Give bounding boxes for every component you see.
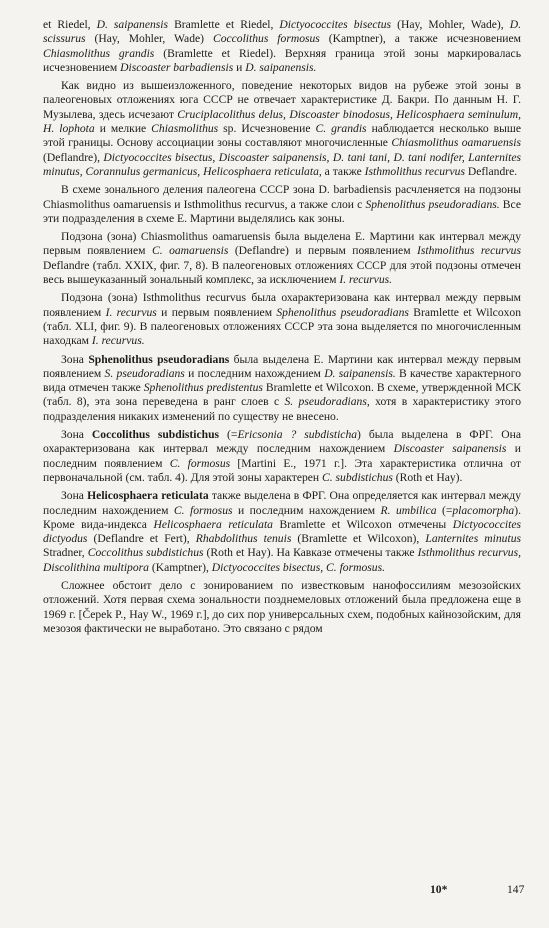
text-run: Deflandre (табл. XXIX, фиг. 7, 8). В палеогеновых отложениях СССР для этой подзоны отмечен весь вышеуказанный зональный комплекс, за исключением [43,258,521,287]
italic-text: Sphenolithus predistentus [143,381,263,395]
italic-text: S. pseudoradians, [284,395,370,409]
text-run: (Kamptner), [148,560,212,574]
text-run: Подзона (зона) Chiasmolithus oamaruensis была выделена Е. Мартини как интервал между первым появлением [43,230,521,258]
italic-text: Chiasmolithus grandis [43,46,155,60]
paragraph [43,428,521,485]
italic-text: Sphenolithus pseudoradians [276,305,409,319]
italic-text: C. grandis [315,122,367,136]
text-run: (= [436,503,453,517]
italic-text: Isthmolithus recurvus [417,244,521,258]
text-run: Зона [61,489,88,503]
paragraph [43,489,521,575]
text-run: (= [219,428,238,442]
bold-text: Sphenolithus pseudoradians [88,352,230,366]
text-run: Зона [61,428,92,442]
italic-text: I. recurvus. [339,273,393,287]
paragraph [43,353,521,424]
paragraph [43,183,521,226]
italic-text: Coccolithus subdistichus [87,546,204,560]
italic-text: Dictyococcites bisectus [279,18,392,31]
text-run: (Deflandre), [43,150,104,164]
paragraph [43,579,521,636]
text-run: (Deflandre et Fert), [87,532,196,546]
text-run: и последним появлением [43,442,522,470]
italic-text: Coccolithus formosus [212,32,320,46]
text-run: (Roth et Hay). На Кавказе отмечены также [203,546,418,560]
text-run: Подзона (зона) Isthmolithus recurvus была охарактеризована как интервал между первым появлением [43,291,521,319]
italic-text: C. subdistichus [322,470,393,484]
text-run: [Martini E., 1971 г.]. Эта характеристика отлична от первоначальной (см. табл. 4). Для этой зоны характерен [43,456,521,484]
italic-text: Rhabdolithus tenuis [195,532,292,546]
italic-text: Chiasmolithus oamaruensis [391,136,521,150]
text-run: хотя в характеристику этого подразделения никаких изменений по существу не внесено. [43,395,521,423]
text-run: и [233,60,246,74]
text-run: (Hay, Mohler, Wade), [391,18,510,31]
paragraph [43,79,521,179]
text-run: ). Кроме вида-индекса [43,503,521,531]
text-run: Stradner, [43,546,88,560]
text-run: (Hay, Mohler, Wade) [85,32,213,46]
text-run: Deflandre. [465,164,518,178]
text-run: ) была выделена в ФРГ. Она охарактеризована как интервал между последним нахождением [43,428,521,456]
italic-text: C. formosus [173,503,233,517]
text-body [43,18,521,636]
bold-text: Helicosphaera reticulata [87,489,209,503]
text-run: и мелкие [94,122,152,136]
bold-text: Coccolithus subdistichus [91,428,220,442]
italic-text: Chiasmolithus [151,122,219,136]
text-run: (Roth et Hay). [392,470,463,484]
italic-text: Sphenolithus pseudoradians. [365,197,500,211]
italic-text: Cruciplacolithus delus, Discoaster binodosus, Helicosphaera seminulum, H. lophota [43,107,521,136]
text-run: sp. Исчезновение [218,122,316,136]
italic-text: I. recurvus. [91,334,145,348]
text-run: Bramlette et Wilcoxon. В схеме, утвержденной МСК (табл. 8), эта зона переведена в ранг слоев с [43,381,522,409]
paragraph [43,18,521,75]
text-run: В качестве характерного вида отмечен также [43,366,521,395]
text-run: и первым появлением [156,305,277,319]
italic-text: S. pseudoradians [104,366,185,380]
text-run: и последним нахождением [184,366,325,380]
text-run: а также [321,164,365,178]
text-run: Bramlette et Riedel, [168,18,280,31]
italic-text: D. saipanensis. [324,366,396,380]
text-run: также выделена в ФРГ. Она определяется как интервал между последним нахождением [43,489,521,517]
page-number: 147 [507,883,525,896]
italic-text: placomorpha [452,503,515,517]
text-run: Сложнее обстоит дело с зонированием по известковым нанофоссилиям мезозойских отложений. Хотя первая схема зональности позднемеловых отложений была предложена еще в 1969 г. [Čepek P., Hay W., 1969 г.], до сих пор универсальных схем, подобных кайнозойским, для мезозоя фактически не выработано. Это связано с рядом [43,578,521,635]
italic-text: Discoaster barbadiensis [120,60,234,74]
italic-text: I. recurvus [105,305,157,319]
italic-text: R. umbilica [380,503,437,517]
text-run: et Riedel, [43,18,97,31]
italic-text: Dictyococcites bisectus, Discoaster saipanensis, D. tani tani, D. tani nodifer, Lanternites minutus, Corannulus germanicus, Helicosphaera reticulata, [43,150,521,178]
printer-signature: 10* [430,883,448,896]
italic-text: Isthmolithus recurvus, Discolithina multipora [43,546,521,574]
paragraph [43,291,521,348]
paragraph [43,230,521,287]
italic-text: Ericsonia ? subdisticha [237,428,358,442]
italic-text: D. scissurus [43,18,522,46]
text-run: (Bramlette et Wilcoxon), [291,532,426,546]
text-run: (Deflandre) и первым появлением [228,244,418,258]
text-run: Bramlette et Wilcoxon отмечены [272,517,453,531]
text-run: наблюдается несколько выше этой границы. Основу ассоциации зоны составляют многочисленные [43,122,521,150]
text-run: Зона [61,352,89,366]
italic-text: Dictyococcites bisectus, C. formosus. [211,560,385,574]
text-run: (Bramlette et Riedel). Верхняя граница этой зоны маркировалась исчезновением [43,46,521,74]
italic-text: C. formosus [169,456,231,470]
italic-text: Isthmolithus recurvus [364,164,465,178]
italic-text: Discoaster saipanensis [393,442,507,456]
text-run: Bramlette et Wilcoxon (табл. XLI, фиг. 9). В палеогеновых отложениях СССР эта зона выделяется по многочисленным находкам [43,305,522,348]
text-run: В схеме зонального деления палеогена СССР зона D. barbadiensis расчленяется на подзоны Chiasmolithus oamaruensis и Isthmolithus recurvus, а также слои с [43,183,521,211]
italic-text: Lanternites minutus [425,532,521,546]
italic-text: Dictyococcites dictyodus [43,517,521,546]
italic-text: Helicosphaera reticulata [153,517,273,531]
text-run: Все эти подразделения в схеме Е. Мартини выделялись как зоны. [43,197,521,225]
text-run: (Kamptner), а также исчезновением [319,32,521,46]
italic-text: D. saipanensis [96,18,169,31]
italic-text: D. saipanensis. [245,60,317,74]
text-run: и последним нахождением [232,503,381,517]
italic-text: C. oamaruensis [151,244,229,258]
text-run: была выделена Е. Мартини как интервал между первым появлением [43,352,521,380]
text-run: Как видно из вышеизложенного, поведение некоторых видов на рубеже этой зоны в палеогеновых отложениях юга СССР не отвечает характеристике Д. Бакри. По данным Н. Г. Музылева, здесь исчезают [43,79,521,121]
